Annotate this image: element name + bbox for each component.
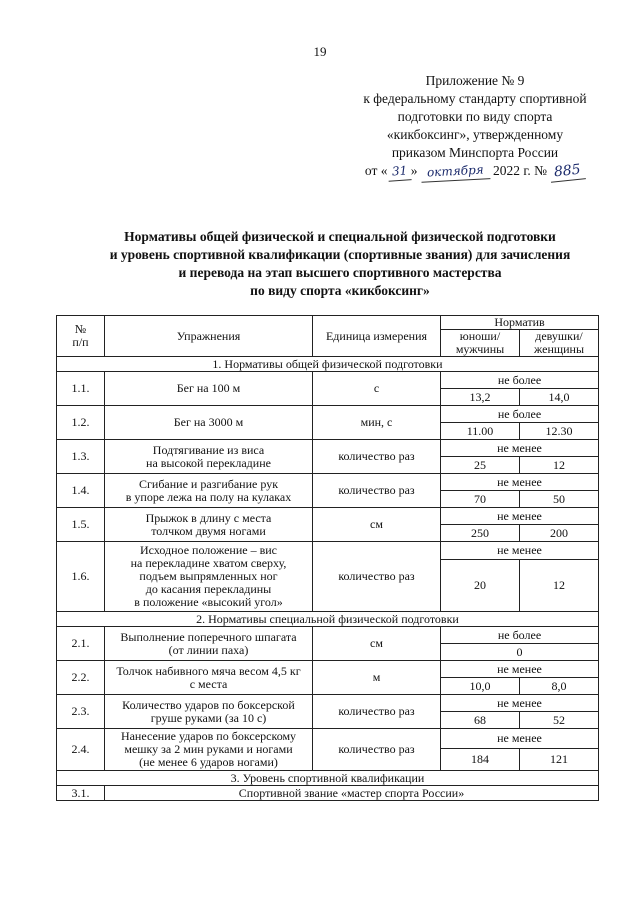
row-condition: не менее bbox=[441, 695, 599, 712]
section-title: 2. Нормативы специальной физической подготовки bbox=[57, 612, 599, 627]
row-num: 1.6. bbox=[57, 542, 105, 612]
appendix-line2: к федеральному стандарту спортивной bbox=[363, 91, 587, 106]
header-num: № п/п bbox=[57, 316, 105, 357]
row-num: 1.5. bbox=[57, 508, 105, 542]
row-condition: не более bbox=[441, 406, 599, 423]
row-male-value: 13,2 bbox=[441, 389, 520, 406]
row-exercise: Выполнение поперечного шпагата (от линии паха) bbox=[105, 627, 313, 661]
row-female-value: 14,0 bbox=[520, 389, 599, 406]
date-year: 2022 г. № bbox=[492, 163, 547, 178]
row-unit: м bbox=[313, 661, 441, 695]
row-common-value: 0 bbox=[441, 644, 599, 661]
row-exercise: Сгибание и разгибание рук в упоре лежа на полу на кулаках bbox=[105, 474, 313, 508]
row-female-value: 12 bbox=[520, 457, 599, 474]
row-condition: не менее bbox=[441, 474, 599, 491]
appendix-line3: подготовки по виду спорта bbox=[397, 109, 553, 124]
appendix-line4: «кикбоксинг», утвержденному bbox=[386, 127, 564, 142]
header-norm: Норматив bbox=[441, 316, 599, 330]
row-female-value: 12.30 bbox=[520, 423, 599, 440]
row-female-value: 121 bbox=[520, 749, 599, 771]
row-num: 2.4. bbox=[57, 729, 105, 771]
row-female-value: 8,0 bbox=[520, 678, 599, 695]
appendix-line1: Приложение № 9 bbox=[425, 73, 525, 88]
document-title bbox=[50, 228, 630, 300]
row-condition: не более bbox=[441, 627, 599, 644]
title-line3: и перевода на этап высшего спортивного мастерства bbox=[178, 265, 502, 280]
row-condition: не менее bbox=[441, 542, 599, 560]
title-line4: по виду спорта «кикбоксинг» bbox=[250, 283, 430, 298]
header-unit: Единица измерения bbox=[313, 316, 441, 357]
row-unit: см bbox=[313, 508, 441, 542]
row-male-value: 11.00 bbox=[441, 423, 520, 440]
row-num: 1.3. bbox=[57, 440, 105, 474]
row-condition: не менее bbox=[441, 508, 599, 525]
header-female: девушки/ женщины bbox=[520, 330, 599, 357]
date-day-handwritten: 31 bbox=[387, 161, 412, 182]
row-condition: не более bbox=[441, 372, 599, 389]
row-exercise: Количество ударов по боксерской груше руками (за 10 с) bbox=[105, 695, 313, 729]
order-number-handwritten: 885 bbox=[549, 160, 586, 183]
row-exercise: Спортивной звание «мастер спорта России» bbox=[105, 786, 599, 801]
page-number: 19 bbox=[313, 44, 327, 59]
row-unit: количество раз bbox=[313, 695, 441, 729]
row-unit: мин, с bbox=[313, 406, 441, 440]
row-exercise: Бег на 100 м bbox=[105, 372, 313, 406]
appendix-line5: приказом Минспорта России bbox=[391, 145, 559, 160]
row-unit: с bbox=[313, 372, 441, 406]
row-exercise: Нанесение ударов по боксерскому мешку за 2 мин руками и ногами (не менее 6 ударов ногами) bbox=[105, 729, 313, 771]
row-unit: см bbox=[313, 627, 441, 661]
header-male: юноши/ мужчины bbox=[441, 330, 520, 357]
header-exercise: Упражнения bbox=[105, 316, 313, 357]
row-num: 2.1. bbox=[57, 627, 105, 661]
row-female-value: 200 bbox=[520, 525, 599, 542]
row-male-value: 10,0 bbox=[441, 678, 520, 695]
row-num: 2.2. bbox=[57, 661, 105, 695]
row-num: 3.1. bbox=[57, 786, 105, 801]
norms-table bbox=[56, 315, 599, 801]
row-exercise: Исходное положение – вис на перекладине хватом сверху, подъем выпрямленных ног до касания перекладины в положение «высокий угол» bbox=[105, 542, 313, 612]
row-male-value: 68 bbox=[441, 712, 520, 729]
row-num: 1.4. bbox=[57, 474, 105, 508]
row-unit: количество раз bbox=[313, 542, 441, 612]
appendix-date-line bbox=[330, 162, 620, 181]
row-male-value: 70 bbox=[441, 491, 520, 508]
row-female-value: 12 bbox=[520, 560, 599, 612]
row-num: 2.3. bbox=[57, 695, 105, 729]
row-unit: количество раз bbox=[313, 440, 441, 474]
row-unit: количество раз bbox=[313, 729, 441, 771]
row-num: 1.2. bbox=[57, 406, 105, 440]
row-exercise: Подтягивание из виса на высокой перекладине bbox=[105, 440, 313, 474]
title-line2: и уровень спортивной квалификации (спортивные звания) для зачисления bbox=[109, 247, 571, 262]
row-condition: не менее bbox=[441, 729, 599, 749]
row-female-value: 50 bbox=[520, 491, 599, 508]
row-num: 1.1. bbox=[57, 372, 105, 406]
row-exercise: Бег на 3000 м bbox=[105, 406, 313, 440]
row-condition: не менее bbox=[441, 661, 599, 678]
row-condition: не менее bbox=[441, 440, 599, 457]
title-line1: Нормативы общей физической и специальной физической подготовки bbox=[124, 229, 556, 244]
date-mid: » bbox=[410, 163, 418, 178]
row-exercise: Прыжок в длину с места толчком двумя ногами bbox=[105, 508, 313, 542]
row-male-value: 184 bbox=[441, 749, 520, 771]
row-female-value: 52 bbox=[520, 712, 599, 729]
row-exercise: Толчок набивного мяча весом 4,5 кг с места bbox=[105, 661, 313, 695]
row-male-value: 250 bbox=[441, 525, 520, 542]
section-title: 1. Нормативы общей физической подготовки bbox=[57, 357, 599, 372]
section-title: 3. Уровень спортивной квалификации bbox=[57, 771, 599, 786]
row-male-value: 20 bbox=[441, 560, 520, 612]
appendix-block bbox=[330, 72, 620, 181]
date-month-handwritten: октября bbox=[420, 160, 490, 183]
date-prefix: от « bbox=[364, 163, 388, 178]
row-unit: количество раз bbox=[313, 474, 441, 508]
row-male-value: 25 bbox=[441, 457, 520, 474]
